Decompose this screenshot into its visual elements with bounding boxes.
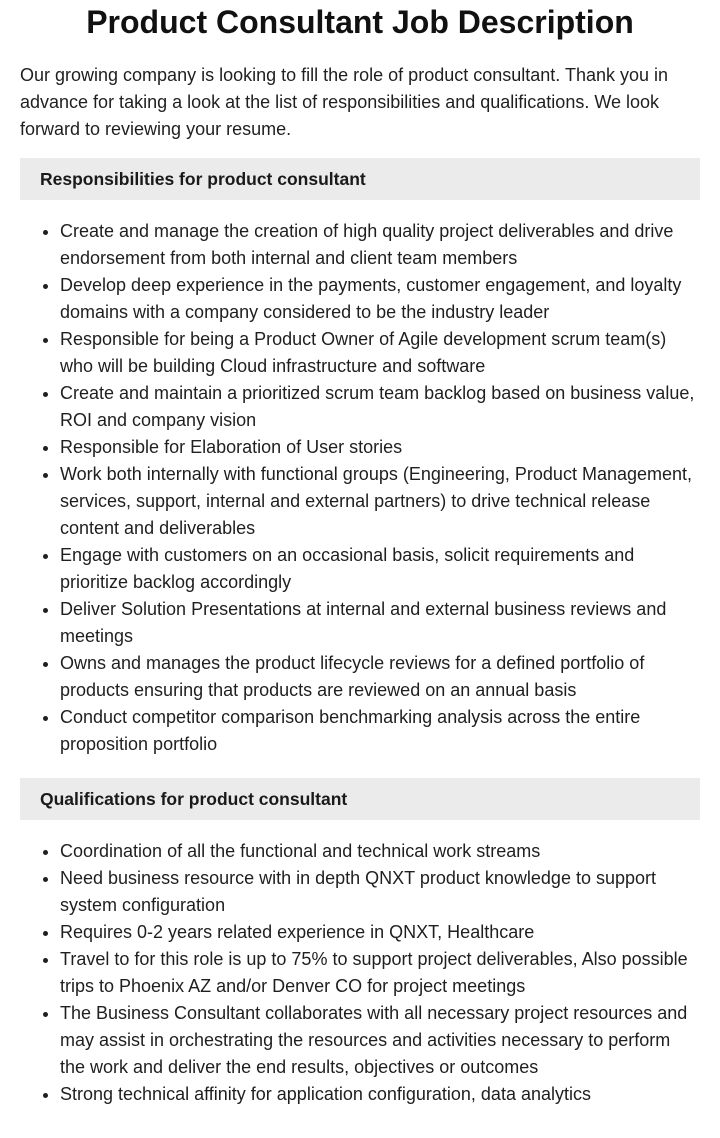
- list-item: • Travel to for this role is up to 75% to support project deliverables, Also possible trips to Phoenix AZ and/or Denver CO for project meetings: [60, 946, 700, 1000]
- list-item: • The Business Consultant collaborates with all necessary project resources and may assist in orchestrating the resources and activities necessary to perform the work and deliver the end results, objectives or outcomes: [60, 1000, 700, 1081]
- responsibilities-heading: Responsibilities for product consultant: [20, 158, 700, 200]
- list-item: • Owns and manages the product lifecycle reviews for a defined portfolio of products ensuring that products are reviewed on an annual basis: [60, 650, 700, 704]
- list-item: • Work both internally with functional groups (Engineering, Product Management, services, support, internal and external partners) to drive technical release content and deliverables: [60, 461, 700, 542]
- list-item: • Coordination of all the functional and technical work streams: [60, 838, 700, 865]
- list-item: • Develop deep experience in the payments, customer engagement, and loyalty domains with a company considered to be the industry leader: [60, 272, 700, 326]
- responsibilities-list: [20, 218, 700, 758]
- list-item: • Strong technical affinity for application configuration, data analytics: [60, 1081, 700, 1108]
- list-item: • Conduct competitor comparison benchmarking analysis across the entire proposition portfolio: [60, 704, 700, 758]
- intro-paragraph: Our growing company is looking to fill the role of product consultant. Thank you in advance for taking a look at the list of responsibilities and qualifications. We look forward to reviewing your resume.: [20, 65, 669, 139]
- list-item: • Responsible for Elaboration of User stories: [60, 434, 700, 461]
- list-item: • Need business resource with in depth QNXT product knowledge to support system configuration: [60, 865, 700, 919]
- list-item: • Create and maintain a prioritized scrum team backlog based on business value, ROI and company vision: [60, 380, 700, 434]
- section-spacer: [20, 758, 700, 763]
- page-title: Product Consultant Job Description: [86, 4, 634, 40]
- list-item: • Requires 0-2 years related experience in QNXT, Healthcare: [60, 919, 700, 946]
- list-item: • Deliver Solution Presentations at internal and external business reviews and meetings: [60, 596, 700, 650]
- list-item: • Responsible for being a Product Owner of Agile development scrum team(s) who will be building Cloud infrastructure and software: [60, 326, 700, 380]
- list-item: • Engage with customers on an occasional basis, solicit requirements and prioritize backlog accordingly: [60, 542, 700, 596]
- list-item: • Create and manage the creation of high quality project deliverables and drive endorsement from both internal and client team members: [60, 218, 700, 272]
- qualifications-heading: Qualifications for product consultant: [20, 778, 700, 820]
- qualifications-list: [20, 838, 700, 1108]
